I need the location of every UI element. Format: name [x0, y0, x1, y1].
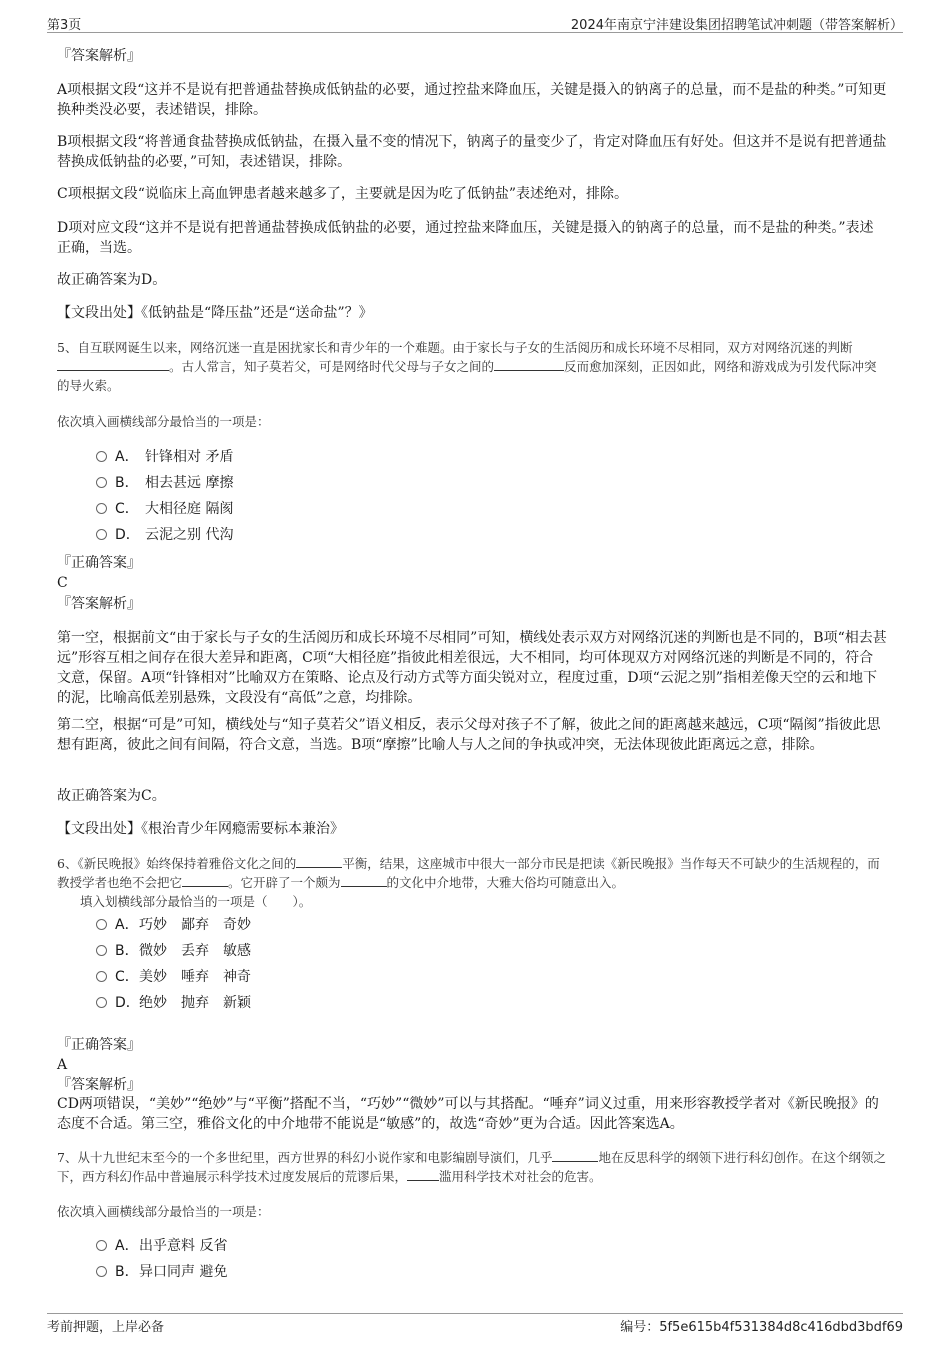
option-key: C． — [115, 501, 139, 517]
q5-option-a[interactable] — [96, 447, 233, 467]
q5-option-d[interactable] — [96, 525, 233, 545]
q4-analysis-c: C项根据文段“说临床上高血钾患者越来越多了，主要就是因为吃了低钠盐”表述绝对，排除。 — [57, 186, 629, 202]
option-text: 异口同声 避免 — [139, 1264, 228, 1280]
q5-analysis-1: 第一空，根据前文“由于家长与子女的生活阅历和成长环境不尽相同”可知，横线处表示双方对网络沉迷的判断也是不同的，B项“相去甚远”形容互相之间存在很大差异和距离，C项“大相径庭”指彼此相差很远，大不相同，均可体现双方对网络沉迷的判断是不同的，符合文意，保留。A项“针锋相对”比喻双方在策略、论点及行动方式等方面尖锐对立，程度过重，D项“云泥之别”指相差像天空的云和地下的泥，比喻高低差别悬殊，文段没有“高低”之意，均排除。 — [57, 630, 887, 706]
q6-prompt: 填入划横线部分最恰当的一项是（ ）。 — [80, 894, 312, 909]
option-key: B． — [115, 943, 139, 959]
option-word-1: 美妙 — [139, 969, 167, 985]
q7-option-a[interactable] — [96, 1236, 227, 1256]
option-text: 大相径庭 隔阂 — [145, 501, 234, 517]
radio-icon[interactable] — [96, 529, 107, 540]
radio-icon[interactable] — [96, 1240, 107, 1251]
q6-stem — [57, 854, 887, 892]
page-footer — [47, 1313, 903, 1335]
q5-option-c[interactable] — [96, 499, 233, 519]
page-number: 第3页 — [47, 18, 82, 33]
q5-answer: C — [57, 575, 68, 591]
q6-option-a[interactable] — [96, 915, 251, 935]
option-key: A． — [115, 917, 139, 933]
option-word-1: 绝妙 — [139, 995, 167, 1011]
q5-stem — [57, 338, 887, 395]
q6-blank-3 — [341, 873, 387, 887]
q4-conclusion: 故正确答案为D。 — [57, 272, 167, 288]
option-word-2: 唾弃 — [181, 969, 209, 985]
option-key: A． — [115, 449, 139, 465]
option-word-3: 敏感 — [223, 943, 251, 959]
option-word-2: 丢弃 — [181, 943, 209, 959]
q6-analysis: CD两项错误，“美妙”“绝妙”与“平衡”搭配不当，“巧妙”“微妙”可以与其搭配。“唾弃”词义过重，用来形容教授学者对《新民晚报》的态度不合适。第三空，雅俗文化的中介地带不能说是“敏感”的，故选“奇妙”更为合适。因此答案选A。 — [57, 1096, 879, 1132]
document-code — [620, 1316, 903, 1335]
q5-analysis-2: 第二空，根据“可是”可知，横线处与“知子莫若父”语义相反，表示父母对孩子不了解，彼此之间的距离越来越远，C项“隔阂”指彼此思想有距离，彼此之间有间隔，符合文意，当选。B项“摩擦”比喻人与人之间的争执或冲突，无法体现彼此距离远之意，排除。 — [57, 717, 881, 753]
option-text: 相去甚远 摩擦 — [145, 475, 234, 491]
option-key: D． — [115, 995, 140, 1011]
option-word-3: 新颖 — [223, 995, 251, 1011]
q5-blank-2 — [494, 357, 564, 371]
radio-icon[interactable] — [96, 919, 107, 930]
option-word-2: 抛弃 — [181, 995, 209, 1011]
option-word-1: 巧妙 — [139, 917, 167, 933]
q6-analysis-heading: 『答案解析』 — [57, 1077, 141, 1093]
q7-blank-1 — [552, 1148, 598, 1162]
option-key: A． — [115, 1238, 139, 1254]
q7-option-b[interactable] — [96, 1262, 227, 1282]
radio-icon[interactable] — [96, 971, 107, 982]
q6-option-c[interactable] — [96, 967, 251, 987]
q4-analysis-b: B项根据文段“将普通食盐替换成低钠盐，在摄入量不变的情况下，钠离子的量变少了，肯定对降血压有好处。但这并不是说有把普通盐替换成低钠盐的必要，”可知，表述错误，排除。 — [57, 134, 887, 170]
page-header — [47, 14, 903, 33]
radio-icon[interactable] — [96, 1266, 107, 1277]
radio-icon[interactable] — [96, 945, 107, 956]
option-text: 针锋相对 矛盾 — [145, 449, 234, 465]
q7-stem-part2: 地在反思科学的纲领下进行科幻创作。在这个纲领之下，西方科幻作品中普遍展示科学技术过度发展后的荒谬后果， — [57, 1150, 886, 1184]
q5-answer-heading: 『正确答案』 — [57, 555, 141, 571]
q7-prompt: 依次填入画横线部分最恰当的一项是： — [57, 1204, 270, 1219]
q7-stem — [57, 1148, 887, 1186]
option-key: B． — [115, 1264, 139, 1280]
option-word-3: 神奇 — [223, 969, 251, 985]
code-label: 编号： — [620, 1320, 660, 1335]
q6-blank-1 — [296, 854, 342, 868]
q6-answer: A — [57, 1057, 68, 1073]
q6-option-b[interactable] — [96, 941, 251, 961]
radio-icon[interactable] — [96, 451, 107, 462]
q7-stem-part3: 滥用科学技术对社会的危害。 — [439, 1169, 602, 1184]
q6-stem-part2: 平衡，结果，这座城市中很大一部分市民是把读《新民晚报》当作每天不可缺少的生活规程的，而教授学者也绝不会把它 — [57, 856, 880, 890]
footer-slogan: 考前押题，上岸必备 — [47, 1320, 165, 1335]
option-key: B． — [115, 475, 139, 491]
option-word-1: 微妙 — [139, 943, 167, 959]
q4-analysis-d: D项对应文段“这并不是说有把普通盐替换成低钠盐的必要，通过控盐来降血压，关键是摄入的钠离子的总量，而不是盐的种类。”表述正确，当选。 — [57, 220, 874, 256]
radio-icon[interactable] — [96, 503, 107, 514]
option-key: D． — [115, 527, 140, 543]
q5-source: 【文段出处】《根治青少年网瘾需要标本兼治》 — [57, 821, 344, 837]
q4-analysis-a: A项根据文段“这并不是说有把普通盐替换成低钠盐的必要，通过控盐来降血压，关键是摄入的钠离子的总量，而不是盐的种类。”可知更换种类没必要，表述错误，排除。 — [57, 82, 887, 118]
option-text: 云泥之别 代沟 — [145, 527, 234, 543]
radio-icon[interactable] — [96, 997, 107, 1008]
q5-option-b[interactable] — [96, 473, 233, 493]
q7-blank-2 — [407, 1167, 439, 1181]
q5-stem-part2: 。古人常言，知子莫若父，可是网络时代父母与子女之间的 — [169, 359, 495, 374]
q5-stem-part1: 5、自互联网诞生以来，网络沉迷一直是困扰家长和青少年的一个难题。由于家长与子女的生活阅历和成长环境不尽相同，双方对网络沉迷的判断 — [57, 340, 853, 355]
radio-icon[interactable] — [96, 477, 107, 488]
q6-stem-part4: 的文化中介地带，大雅大俗均可随意出入。 — [386, 875, 625, 890]
option-word-2: 鄙弃 — [181, 917, 209, 933]
q6-blank-2 — [182, 873, 228, 887]
q5-conclusion: 故正确答案为C。 — [57, 788, 166, 804]
q5-stem-part3: 反而愈加深刻，正因如此，网络和游戏成为引发代际冲突的导火索。 — [57, 359, 877, 393]
q4-source: 【文段出处】《低钠盐是“降压盐”还是“送命盐”？》 — [57, 305, 373, 321]
q5-blank-1 — [57, 357, 169, 371]
q7-stem-part1: 7、从十九世纪末至今的一个多世纪里，西方世界的科幻小说作家和电影编剧导演们，几乎 — [57, 1150, 553, 1165]
q5-analysis-heading: 『答案解析』 — [57, 596, 141, 612]
q4-analysis-heading: 『答案解析』 — [57, 48, 141, 64]
code-value: 5f5e615b4f531384d8c416dbd3bdf69 — [659, 1320, 903, 1335]
option-text: 出乎意料 反省 — [139, 1238, 228, 1254]
q6-stem-part1: 6、《新民晚报》始终保持着雅俗文化之间的 — [57, 856, 297, 871]
option-key: C． — [115, 969, 139, 985]
q6-answer-heading: 『正确答案』 — [57, 1037, 141, 1053]
q5-prompt: 依次填入画横线部分最恰当的一项是： — [57, 414, 270, 429]
q6-option-d[interactable] — [96, 993, 251, 1013]
document-title: 2024年南京宁沣建设集团招聘笔试冲刺题（带答案解析） — [570, 18, 903, 33]
q6-stem-part3: 。它开辟了一个颇为 — [228, 875, 341, 890]
option-word-3: 奇妙 — [223, 917, 251, 933]
